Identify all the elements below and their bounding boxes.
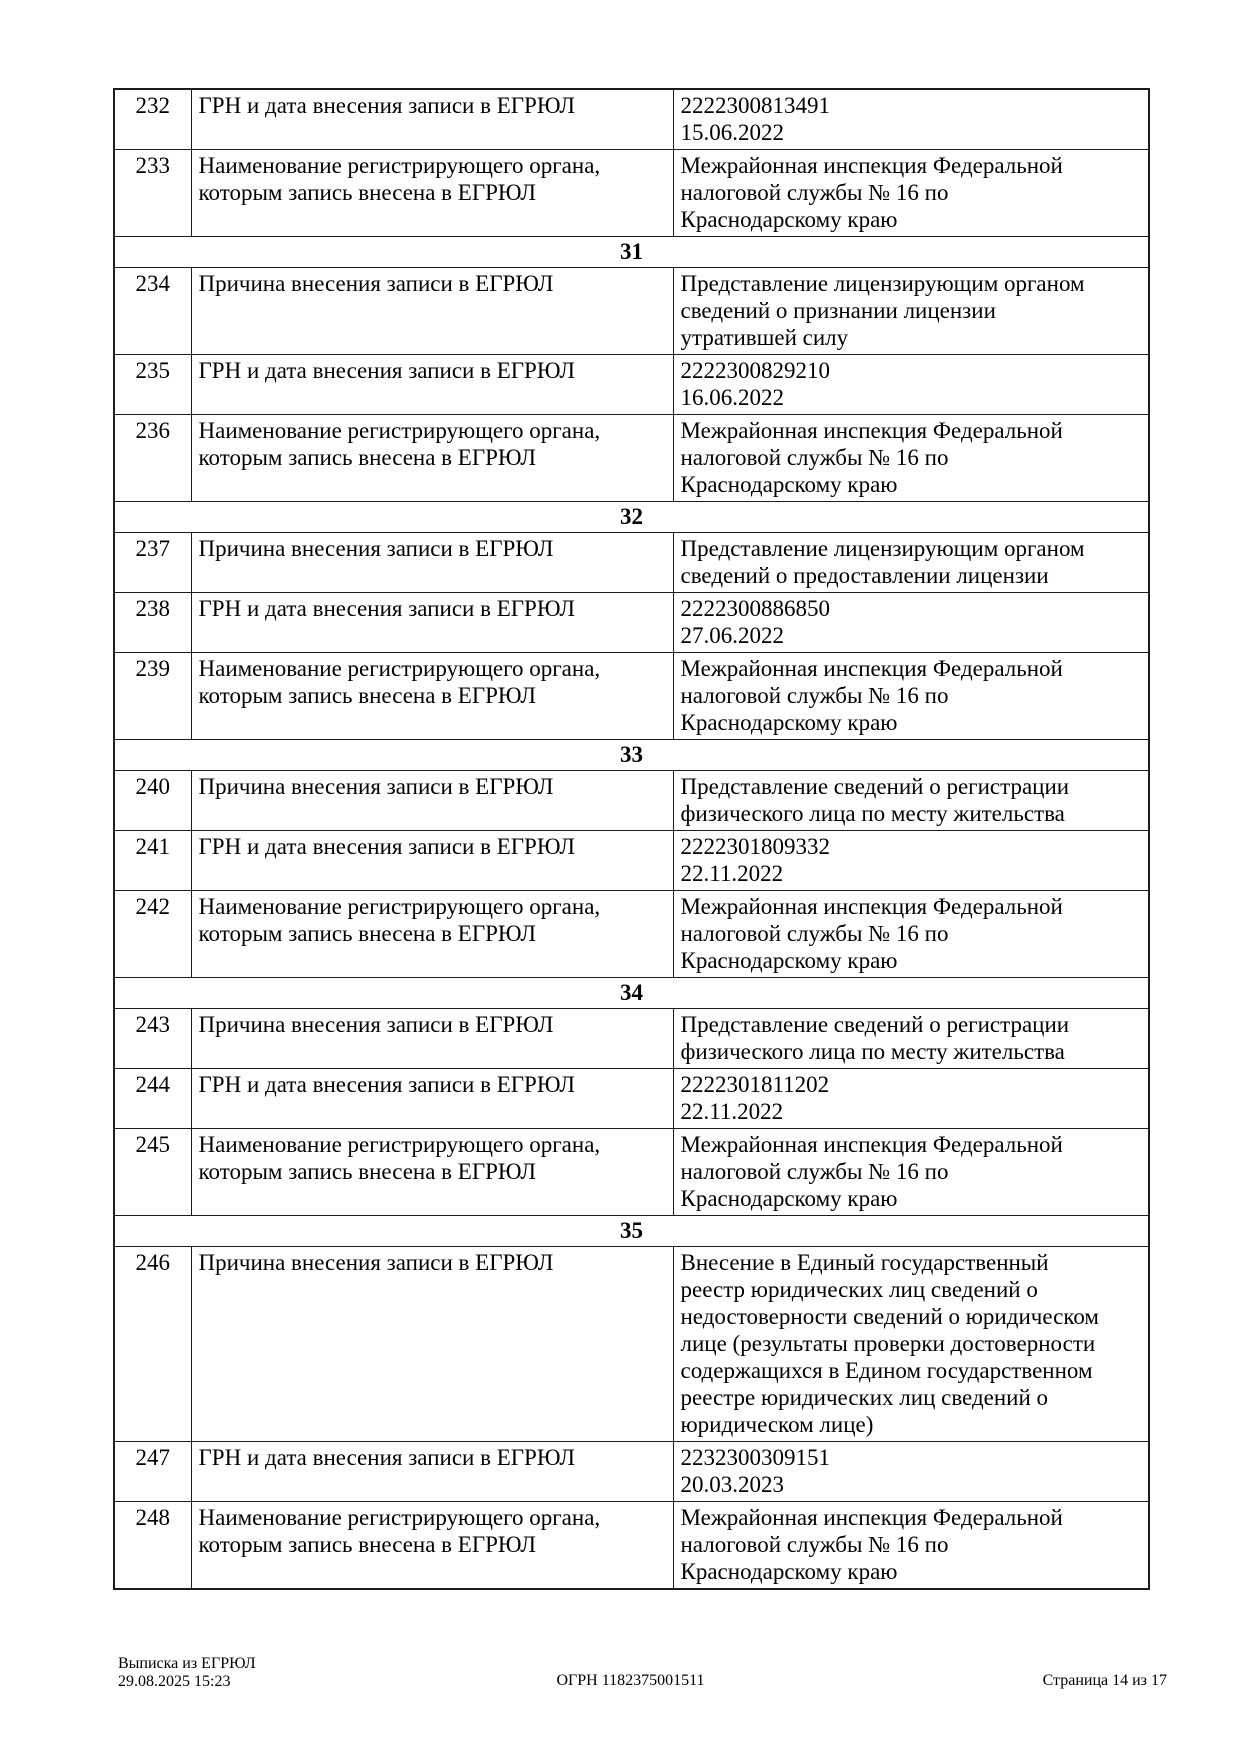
record-label-line: Причина внесения записи в ЕГРЮЛ — [198, 1250, 554, 1275]
record-label-line: Наименование регистрирующего органа, — [198, 153, 601, 178]
section-header-row — [114, 237, 1149, 268]
record-value-line: налоговой службы № 16 по — [680, 445, 949, 470]
record-value-line: лице (результаты проверки достоверности — [680, 1331, 1096, 1356]
record-value — [673, 415, 1149, 502]
section-header-row — [114, 740, 1149, 771]
record-label — [191, 415, 673, 502]
record-label-line: Причина внесения записи в ЕГРЮЛ — [198, 1012, 554, 1037]
ogrn-label: ОГРН 1182375001511 — [556, 1672, 705, 1689]
egrul-records-table — [113, 88, 1150, 1590]
record-value — [673, 593, 1149, 653]
record-value-line: 27.06.2022 — [680, 623, 784, 648]
record-row — [114, 268, 1149, 355]
record-number: 241 — [114, 831, 191, 891]
record-label-line: ГРН и дата внесения записи в ЕГРЮЛ — [198, 358, 575, 383]
record-value — [673, 653, 1149, 740]
record-label-line: Причина внесения записи в ЕГРЮЛ — [198, 536, 554, 561]
record-value — [673, 1129, 1149, 1216]
record-value-line: утратившей силу — [680, 325, 849, 350]
egrul-records-body — [114, 89, 1149, 1589]
record-value — [673, 1502, 1149, 1590]
record-row — [114, 1009, 1149, 1069]
record-label — [191, 268, 673, 355]
record-label — [191, 1442, 673, 1502]
record-value-line: Межрайонная инспекция Федеральной — [680, 1505, 1063, 1530]
record-value-line: 2222300813491 — [680, 93, 830, 118]
record-value-line: Краснодарскому краю — [680, 472, 898, 497]
record-number: 236 — [114, 415, 191, 502]
record-row — [114, 831, 1149, 891]
record-value-line: 2222301811202 — [680, 1072, 830, 1097]
record-value-line: реестр юридических лиц сведений о — [680, 1277, 1038, 1302]
record-value-line: налоговой службы № 16 по — [680, 683, 949, 708]
record-value-line: сведений о признании лицензии — [680, 298, 996, 323]
record-value-line: 16.06.2022 — [680, 385, 784, 410]
record-value — [673, 355, 1149, 415]
extract-datetime: 29.08.2025 15:23 — [118, 1673, 231, 1690]
record-label — [191, 831, 673, 891]
record-value-line: Межрайонная инспекция Федеральной — [680, 153, 1063, 178]
record-row — [114, 593, 1149, 653]
record-value-line: Внесение в Единый государственный — [680, 1250, 1049, 1275]
record-value-line: недостоверности сведений о юридическом — [680, 1304, 1099, 1329]
record-value — [673, 1009, 1149, 1069]
record-number: 247 — [114, 1442, 191, 1502]
record-value-line: физического лица по месту жительства — [680, 1039, 1065, 1064]
record-label — [191, 891, 673, 978]
record-value-line: налоговой службы № 16 по — [680, 1532, 949, 1557]
record-row — [114, 1502, 1149, 1590]
record-value-line: сведений о предоставлении лицензии — [680, 563, 1049, 588]
record-value — [673, 891, 1149, 978]
section-number: 34 — [114, 978, 1149, 1009]
record-value-line: физического лица по месту жительства — [680, 801, 1065, 826]
record-label — [191, 653, 673, 740]
record-row — [114, 891, 1149, 978]
record-number: 232 — [114, 89, 191, 150]
record-label-line: ГРН и дата внесения записи в ЕГРЮЛ — [198, 596, 575, 621]
record-label-line: ГРН и дата внесения записи в ЕГРЮЛ — [198, 1445, 575, 1470]
record-number: 239 — [114, 653, 191, 740]
record-label — [191, 593, 673, 653]
record-value-line: Межрайонная инспекция Федеральной — [680, 418, 1063, 443]
record-label-line: которым запись внесена в ЕГРЮЛ — [198, 445, 537, 470]
record-value-line: 2222300829210 — [680, 358, 830, 383]
record-value — [673, 89, 1149, 150]
record-value-line: реестре юридических лиц сведений о — [680, 1385, 1049, 1410]
record-label — [191, 533, 673, 593]
record-label — [191, 1247, 673, 1442]
record-label-line: Причина внесения записи в ЕГРЮЛ — [198, 774, 554, 799]
record-row — [114, 1129, 1149, 1216]
record-value-line: Краснодарскому краю — [680, 1186, 898, 1211]
record-row — [114, 1442, 1149, 1502]
section-number: 33 — [114, 740, 1149, 771]
record-label-line: которым запись внесена в ЕГРЮЛ — [198, 921, 537, 946]
record-value-line: налоговой службы № 16 по — [680, 1159, 949, 1184]
record-number: 237 — [114, 533, 191, 593]
record-label-line: которым запись внесена в ЕГРЮЛ — [198, 683, 537, 708]
record-value-line: содержащихся в Едином государственном — [680, 1358, 1093, 1383]
record-label-line: которым запись внесена в ЕГРЮЛ — [198, 1532, 537, 1557]
page-indicator: Страница 14 из 17 — [1042, 1672, 1167, 1689]
record-number: 248 — [114, 1502, 191, 1590]
record-value-line: Межрайонная инспекция Федеральной — [680, 894, 1063, 919]
record-value-line: 2222301809332 — [680, 834, 830, 859]
record-row — [114, 533, 1149, 593]
record-number: 242 — [114, 891, 191, 978]
record-label-line: Наименование регистрирующего органа, — [198, 1505, 601, 1530]
record-value-line: 20.03.2023 — [680, 1472, 784, 1497]
record-value-line: юридическом лице) — [680, 1412, 874, 1437]
record-label — [191, 1129, 673, 1216]
record-row — [114, 1247, 1149, 1442]
record-value — [673, 1442, 1149, 1502]
record-value-line: 15.06.2022 — [680, 120, 784, 145]
record-number: 245 — [114, 1129, 191, 1216]
record-value-line: Краснодарскому краю — [680, 207, 898, 232]
record-label — [191, 771, 673, 831]
section-number: 35 — [114, 1216, 1149, 1247]
record-row — [114, 150, 1149, 237]
section-number: 31 — [114, 237, 1149, 268]
record-label-line: ГРН и дата внесения записи в ЕГРЮЛ — [198, 834, 575, 859]
record-label-line: ГРН и дата внесения записи в ЕГРЮЛ — [198, 1072, 575, 1097]
record-value-line: налоговой службы № 16 по — [680, 180, 949, 205]
record-row — [114, 89, 1149, 150]
doc-title: Выписка из ЕГРЮЛ — [118, 1655, 256, 1672]
record-number: 233 — [114, 150, 191, 237]
section-header-row — [114, 1216, 1149, 1247]
record-value — [673, 1069, 1149, 1129]
record-value-line: Представление сведений о регистрации — [680, 1012, 1070, 1037]
record-number: 234 — [114, 268, 191, 355]
record-row — [114, 1069, 1149, 1129]
record-value-line: налоговой службы № 16 по — [680, 921, 949, 946]
record-number: 243 — [114, 1009, 191, 1069]
record-label-line: Причина внесения записи в ЕГРЮЛ — [198, 271, 554, 296]
record-label — [191, 1502, 673, 1590]
record-value — [673, 771, 1149, 831]
record-number: 235 — [114, 355, 191, 415]
record-label-line: которым запись внесена в ЕГРЮЛ — [198, 180, 537, 205]
record-value — [673, 533, 1149, 593]
record-value-line: Межрайонная инспекция Федеральной — [680, 656, 1063, 681]
record-label — [191, 89, 673, 150]
record-value-line: 22.11.2022 — [680, 1099, 784, 1124]
record-value — [673, 150, 1149, 237]
record-row — [114, 355, 1149, 415]
record-label-line: Наименование регистрирующего органа, — [198, 418, 601, 443]
record-row — [114, 771, 1149, 831]
record-value-line: Межрайонная инспекция Федеральной — [680, 1132, 1063, 1157]
record-label — [191, 150, 673, 237]
record-value-line: Краснодарскому краю — [680, 948, 898, 973]
record-value — [673, 831, 1149, 891]
record-label — [191, 355, 673, 415]
record-number: 238 — [114, 593, 191, 653]
section-header-row — [114, 978, 1149, 1009]
record-number: 240 — [114, 771, 191, 831]
record-label-line: Наименование регистрирующего органа, — [198, 894, 601, 919]
record-value-line: Представление лицензирующим органом — [680, 271, 1085, 296]
record-value — [673, 268, 1149, 355]
record-value-line: Краснодарскому краю — [680, 710, 898, 735]
section-number: 32 — [114, 502, 1149, 533]
record-label-line: ГРН и дата внесения записи в ЕГРЮЛ — [198, 93, 575, 118]
record-label — [191, 1009, 673, 1069]
record-row — [114, 415, 1149, 502]
record-value — [673, 1247, 1149, 1442]
section-header-row — [114, 502, 1149, 533]
record-label-line: Наименование регистрирующего органа, — [198, 656, 601, 681]
record-number: 246 — [114, 1247, 191, 1442]
record-label-line: которым запись внесена в ЕГРЮЛ — [198, 1159, 537, 1184]
record-value-line: 2222300886850 — [680, 596, 830, 621]
record-value-line: Краснодарскому краю — [680, 1559, 898, 1584]
record-value-line: 2232300309151 — [680, 1445, 830, 1470]
record-row — [114, 653, 1149, 740]
record-value-line: Представление лицензирующим органом — [680, 536, 1085, 561]
record-label-line: Наименование регистрирующего органа, — [198, 1132, 601, 1157]
record-number: 244 — [114, 1069, 191, 1129]
record-value-line: 22.11.2022 — [680, 861, 784, 886]
record-value-line: Представление сведений о регистрации — [680, 774, 1070, 799]
record-label — [191, 1069, 673, 1129]
